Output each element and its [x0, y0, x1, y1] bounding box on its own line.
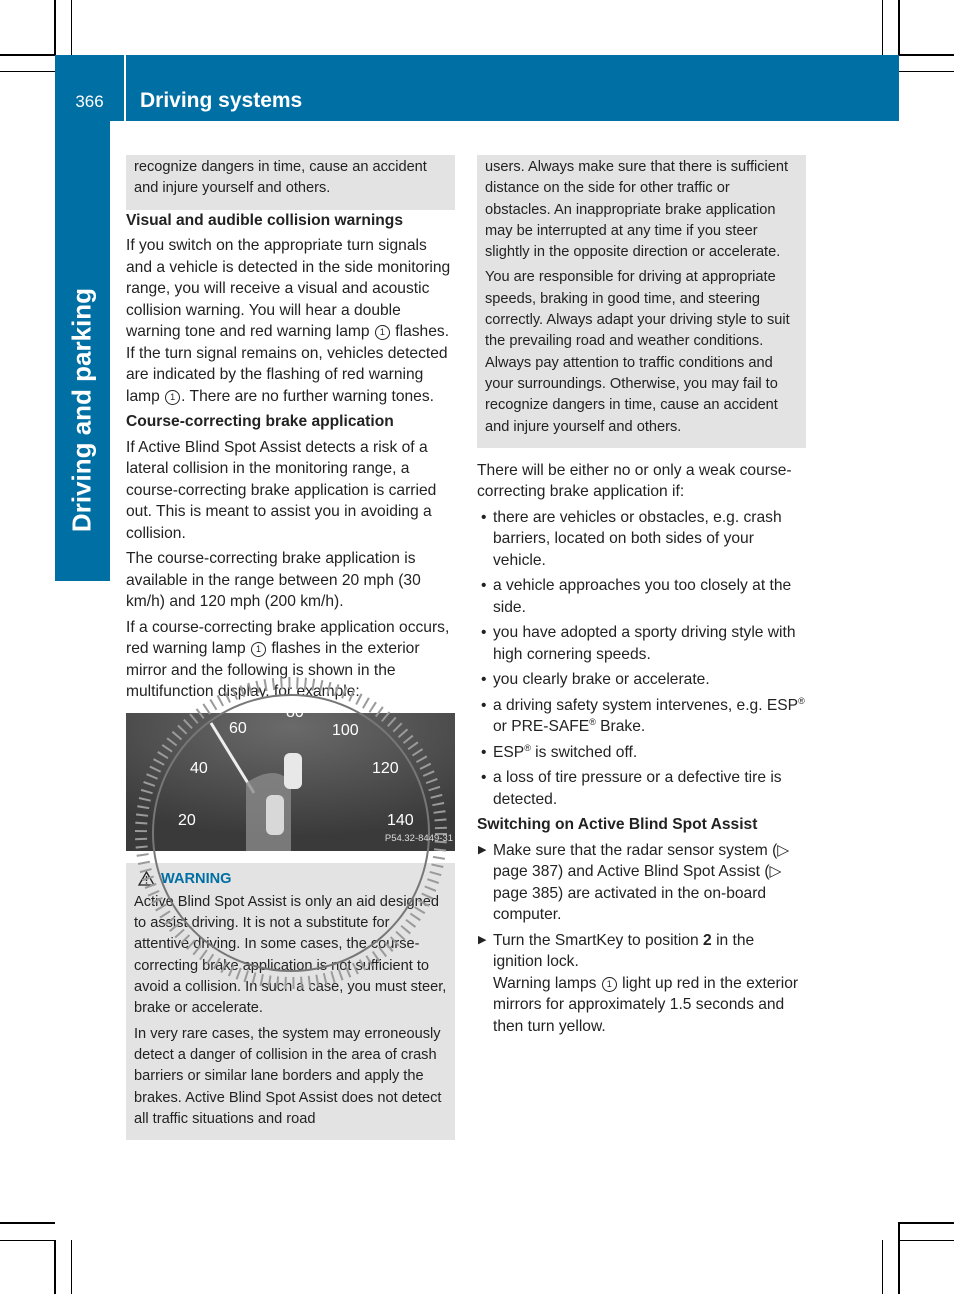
crop-mark — [54, 0, 56, 55]
section-title: Driving systems — [140, 89, 303, 112]
registered-mark: ® — [589, 717, 596, 728]
crop-mark — [0, 1222, 55, 1224]
warning-lamp-1-icon: 1 — [602, 977, 617, 992]
crop-mark — [899, 1222, 954, 1224]
side-tab-label: Driving and parking — [66, 287, 97, 533]
crop-mark — [898, 1222, 900, 1294]
step-list — [477, 840, 806, 1038]
dial-label-80: 80 — [286, 703, 304, 721]
text: If you switch on the appropriate turn signals and a vehicle is detected in the side monitoring range, you will receive a visual and acoustic collision warning. You will hear a double warning tone and red warning lamp — [126, 237, 451, 341]
text: in the ignition lock. — [493, 931, 755, 971]
crop-mark — [899, 54, 954, 56]
step-item — [477, 840, 806, 926]
paragraph — [126, 617, 455, 703]
heading-collision-warnings: Visual and audible collision warnings — [126, 211, 403, 229]
step-arrow-icon: ▶ — [478, 843, 487, 856]
list-item: • you clearly brake or accelerate. — [477, 669, 806, 691]
dial-label-140: 140 — [387, 811, 414, 829]
step-item — [477, 930, 806, 1038]
right-column — [477, 155, 806, 1041]
paragraph: There will be either no or only a weak course-correcting brake application if: — [477, 461, 792, 501]
warning-continuation-box — [477, 155, 806, 448]
list-item: • there are vehicles or obstacles, e.g. crash barriers, located on both sides of your vehicle. — [477, 507, 806, 572]
dial-label-40: 40 — [190, 759, 208, 777]
text: or PRE-SAFE — [493, 718, 590, 736]
warning-continuation-text: recognize dangers in time, cause an accident and injure yourself and others. — [134, 159, 427, 197]
text: Warning lamps — [493, 974, 597, 992]
paragraph: If Active Blind Spot Assist detects a risk of a lateral collision in the monitoring range, a course-correcting brake application is carried out. This is meant to assist you in avoiding a collision. — [126, 438, 437, 542]
dial-label-60: 60 — [229, 719, 247, 737]
registered-mark: ® — [798, 695, 805, 706]
warning-lamp-1-icon: 1 — [251, 642, 266, 657]
text: ESP — [493, 743, 525, 761]
dial-label-20: 20 — [178, 811, 196, 829]
crop-mark — [71, 1240, 72, 1294]
text: . There are no further warning tones. — [181, 387, 434, 405]
warning-text: users. Always make sure that there is sufficient distance on the side for other traffic or obstacles. An inappropriate brake application may be interrupted at any time if you steer slightly in the opposite direction or accelerate. — [485, 159, 789, 261]
step-arrow-icon: ▶ — [478, 933, 487, 946]
list-item — [477, 742, 806, 764]
heading-switching-on: Switching on Active Blind Spot Assist — [477, 816, 758, 834]
text: flashes in the exterior mirror and the following is shown in the multifunction display, for example: — [126, 640, 420, 701]
crop-mark — [882, 1240, 883, 1294]
warning-lamp-1-icon: 1 — [375, 325, 390, 340]
heading-brake-application: Course-correcting brake application — [126, 413, 394, 431]
paragraph — [126, 235, 455, 407]
dial-label-100: 100 — [332, 721, 359, 739]
crop-mark — [54, 1240, 56, 1294]
text: light up red in the exterior mirrors for approximately 1.5 seconds and then turn yellow. — [493, 974, 799, 1035]
text: flashes. If the turn signal remains on, vehicles detected are indicated by the flashing of red warning lamp — [126, 323, 450, 405]
warning-text: You are responsible for driving at appropriate speeds, braking in good time, and steering correctly. Always adapt your driving style to suit the prevailing road and weather conditions. Always pay attention to traffic conditions and your surroundings. Otherwise, you may fail to recognize dangers in time, cause an accident and injure yourself and others. — [485, 269, 790, 435]
list-item: • a vehicle approaches you too closely at the side. — [477, 575, 806, 618]
warning-continuation-box — [126, 155, 455, 210]
warning-box — [126, 863, 455, 1141]
side-tab-label-wrap — [55, 280, 110, 540]
warning-heading — [134, 869, 447, 890]
figure-caption: P54.32-8449-31 — [384, 833, 453, 845]
crop-mark — [71, 0, 72, 55]
warning-lamp-1-icon: 1 — [165, 390, 180, 405]
crop-mark — [882, 0, 883, 55]
crop-mark — [0, 71, 55, 72]
list-item — [477, 695, 806, 738]
dial-label-120: 120 — [372, 759, 399, 777]
multifunction-display-figure — [126, 703, 455, 851]
list-item: • you have adopted a sporty driving style with high cornering speeds. — [477, 622, 806, 665]
warning-text: In very rare cases, the system may erroneously detect a danger of collision in the area of crash barriers or similar lane borders and apply the brakes. Active Blind Spot Assist does not detect all traffic situations and road — [134, 1025, 442, 1127]
condition-list — [477, 507, 806, 811]
warning-text: Active Blind Spot Assist is only an aid designed to assist driving. It is not a substitute for attentive driving. In some cases, the course-correcting brake application is not sufficient to avoid a collision. In such a case, you must steer, brake or accelerate. — [134, 893, 447, 1017]
text: Make sure that the radar sensor system (▷ page 387) and Active Blind Spot Assist (▷ page 385) are activated in the on-board computer. — [493, 841, 790, 924]
text: Brake. — [595, 718, 646, 736]
crop-mark — [899, 71, 954, 72]
text: If a course-correcting brake application occurs, red warning lamp — [126, 618, 450, 658]
header-separator — [124, 55, 126, 121]
text: Turn the SmartKey to position — [493, 931, 704, 949]
crop-mark — [899, 1240, 954, 1241]
crop-mark — [0, 1240, 55, 1241]
crop-mark — [0, 54, 55, 56]
page-number: 366 — [75, 92, 104, 111]
list-item: • a loss of tire pressure or a defective tire is detected. — [477, 767, 806, 810]
key-position: 2 — [703, 931, 712, 949]
paragraph: The course-correcting brake application is available in the range between 20 mph (30 km/h) and 120 mph (200 km/h). — [126, 550, 421, 611]
text: is switched off. — [530, 743, 638, 761]
text: a driving safety system intervenes, e.g. ESP — [493, 696, 799, 714]
crop-mark — [898, 0, 900, 55]
left-column — [126, 155, 455, 1140]
warning-title: WARNING — [161, 870, 232, 887]
registered-mark: ® — [524, 742, 531, 753]
